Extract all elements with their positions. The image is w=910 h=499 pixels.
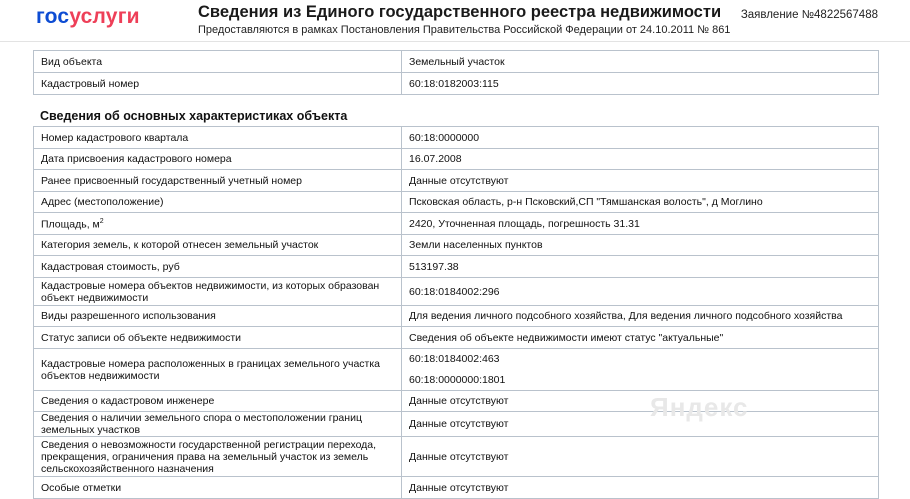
field-value [402, 349, 879, 391]
table-row [34, 391, 879, 412]
table-row [34, 278, 879, 306]
field-label: Кадастровый номер [34, 73, 402, 95]
characteristics-table [33, 126, 879, 499]
field-label: Виды разрешенного использования [34, 306, 402, 327]
logo-text-part2: услуги [69, 5, 140, 28]
field-value: Земельный участок [402, 51, 879, 73]
table-row [34, 349, 879, 391]
field-value: Данные отсутствуют [402, 437, 879, 477]
area-label: Площадь, м [41, 218, 100, 231]
field-label: Кадастровые номера объектов недвижимости, из которых образован объект недвижимости [34, 278, 402, 306]
field-label: Категория земель, к которой отнесен земельный участок [34, 235, 402, 256]
table-row [34, 412, 879, 437]
watermark: Яндекс [650, 392, 749, 422]
field-value: 60:18:0000000 [402, 127, 879, 149]
gosuslugi-logo[interactable] [36, 6, 140, 28]
field-value: Земли населенных пунктов [402, 235, 879, 256]
table-row [34, 235, 879, 256]
field-value: 2420, Уточненная площадь, погрешность 31.31 [402, 213, 879, 235]
field-label: Кадастровые номера расположенных в границах земельного участка объектов недвижимости [34, 349, 402, 391]
table-row [34, 170, 879, 192]
logo-text-part1: гос [36, 5, 70, 28]
table-row [34, 306, 879, 327]
field-value: Сведения об объекте недвижимости имеют статус "актуальные" [402, 327, 879, 349]
field-value: 60:18:0182003:115 [402, 73, 879, 95]
document-subtitle: Предоставляются в рамках Постановления Правительства Российской Федерации от 24.10.2011 № 861 [198, 24, 731, 36]
section-title: Сведения об основных характеристиках объекта [40, 109, 348, 123]
field-label: Номер кадастрового квартала [34, 127, 402, 149]
field-label: Сведения о кадастровом инженере [34, 391, 402, 412]
document-title: Сведения из Единого государственного реестра недвижимости [198, 3, 722, 21]
field-label: Особые отметки [34, 477, 402, 499]
table-row [34, 127, 879, 149]
field-value: 513197.38 [402, 256, 879, 278]
field-label: Сведения о невозможности государственной регистрации перехода, прекращения, ограничения права на земельный участок из земель сельскохозяйственного назначения [34, 437, 402, 477]
area-unit-superscript: 2 [99, 218, 104, 226]
field-value: Для ведения личного подсобного хозяйства, Для ведения личного подсобного хозяйства [402, 306, 879, 327]
table-row [34, 213, 879, 235]
table-row [34, 256, 879, 278]
field-value-line: 60:18:0184002:463 [409, 353, 500, 365]
field-label: Ранее присвоенный государственный учетный номер [34, 170, 402, 192]
field-value: 16.07.2008 [402, 149, 879, 170]
table-row [34, 437, 879, 477]
field-value-line: 60:18:0000000:1801 [409, 374, 506, 386]
table-row [34, 327, 879, 349]
field-value: Данные отсутствуют [402, 412, 879, 437]
field-value: 60:18:0184002:296 [402, 278, 879, 306]
header-bar [0, 0, 910, 42]
field-label: Адрес (местоположение) [34, 192, 402, 213]
table-row [34, 149, 879, 170]
document-body [33, 50, 879, 499]
field-label: Дата присвоения кадастрового номера [34, 149, 402, 170]
field-value: Данные отсутствуют [402, 391, 879, 412]
field-value: Данные отсутствуют [402, 170, 879, 192]
application-number: Заявление №4822567488 [740, 9, 878, 21]
table-row [34, 51, 879, 73]
table-row [34, 73, 879, 95]
table-row [34, 477, 879, 499]
field-label: Статус записи об объекте недвижимости [34, 327, 402, 349]
field-value: Псковская область, р-н Псковский,СП "Тямшанская волость", д Моглино [402, 192, 879, 213]
table-row [34, 192, 879, 213]
field-value: Данные отсутствуют [402, 477, 879, 499]
field-label: Сведения о наличии земельного спора о местоположении границ земельных участков [34, 412, 402, 437]
field-label: Кадастровая стоимость, руб [34, 256, 402, 278]
object-table [33, 50, 879, 95]
field-label [34, 213, 402, 235]
field-label: Вид объекта [34, 51, 402, 73]
